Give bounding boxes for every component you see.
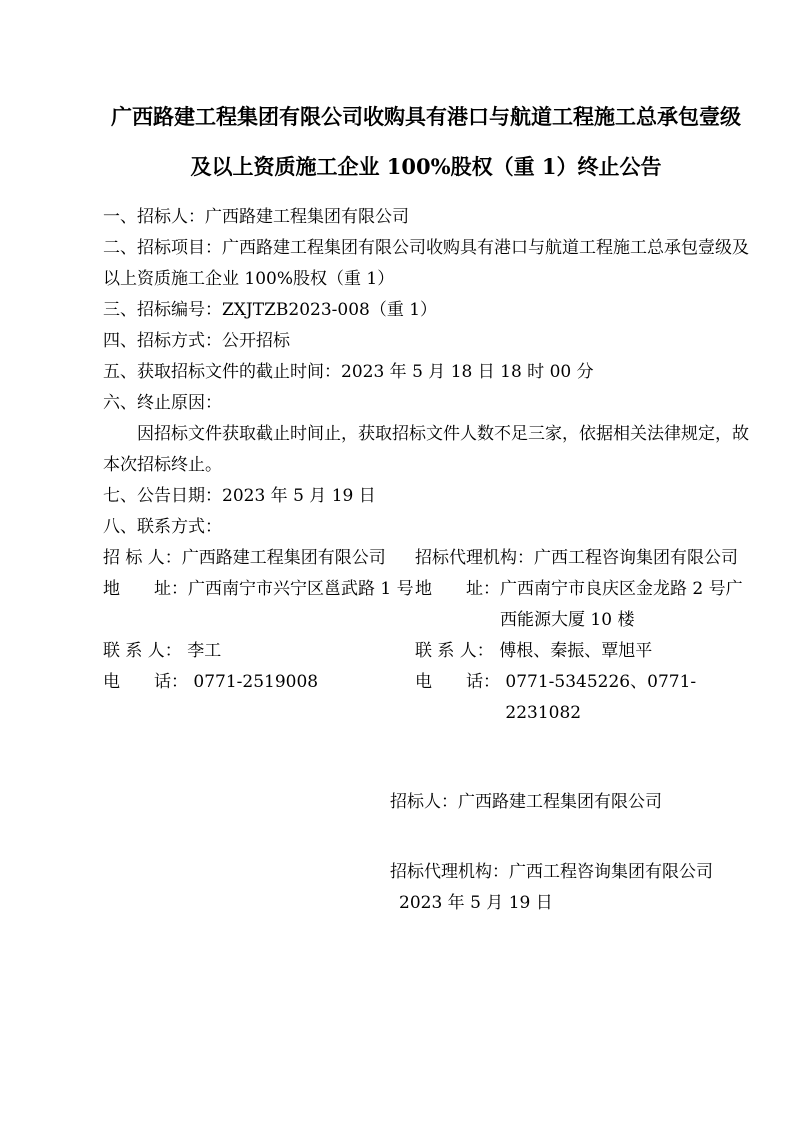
item-tender-number: 三、招标编号：ZXJTZB2023-008（重 1） — [103, 300, 438, 320]
tenderer-contact-column — [103, 543, 415, 729]
agency-person-row — [415, 636, 749, 667]
termination-reason: 因招标文件获取截止时间止，获取招标文件人数不足三家，依据相关法律规定，故本次招标终止。 — [103, 424, 749, 475]
tenderer-phone-row — [103, 667, 415, 698]
signature-tenderer: 招标人：广西路建工程集团有限公司 — [390, 792, 662, 812]
agency-phone-value: 0771-5345226、0771-2231082 — [505, 672, 697, 723]
tenderer-name-label: 招 标 人： — [103, 548, 182, 568]
tenderer-person-row — [103, 636, 415, 667]
agency-address-row — [415, 574, 749, 636]
item-tender-method: 四、招标方式：公开招标 — [103, 331, 290, 351]
item-announcement-date: 七、公告日期：2023 年 5 月 19 日 — [103, 486, 376, 506]
agency-name-row — [415, 543, 749, 574]
tenderer-phone-value: 0771-2519008 — [193, 672, 319, 692]
agency-phone-label: 电 话： — [415, 672, 506, 692]
signature-block — [103, 787, 749, 919]
agency-person-label: 联 系 人： — [415, 641, 500, 661]
tenderer-name-row — [103, 543, 415, 574]
tenderer-name-value: 广西路建工程集团有限公司 — [181, 548, 386, 568]
tenderer-phone-label: 电 话： — [103, 672, 194, 692]
agency-person-value: 傅根、秦振、覃旭平 — [499, 641, 653, 661]
agency-address-label: 地 址： — [415, 579, 500, 599]
contact-section — [103, 543, 749, 729]
item-deadline: 五、获取招标文件的截止时间：2023 年 5 月 18 日 18 时 00 分 — [103, 362, 594, 382]
tenderer-address-row — [103, 574, 415, 636]
title-line-1: 广西路建工程集团有限公司收购具有港口与航道工程施工总承包壹级 — [111, 104, 741, 129]
tenderer-person-value: 李工 — [187, 641, 222, 661]
agency-name-value: 广西工程咨询集团有限公司 — [534, 548, 738, 568]
signature-agency: 招标代理机构：广西工程咨询集团有限公司 — [390, 862, 713, 882]
title-line-2: 及以上资质施工企业 100%股权（重 1）终止公告 — [190, 154, 662, 179]
item-termination-heading: 六、终止原因： — [103, 393, 222, 413]
item-tenderer: 一、招标人：广西路建工程集团有限公司 — [103, 207, 409, 227]
tenderer-person-label: 联 系 人： — [103, 641, 188, 661]
agency-contact-column — [415, 543, 749, 729]
tenderer-address-value: 广西南宁市兴宁区邕武路 1 号 — [188, 579, 414, 599]
tenderer-address-label: 地 址： — [103, 579, 188, 599]
agency-phone-row — [415, 667, 749, 729]
signature-date: 2023 年 5 月 19 日 — [399, 893, 553, 913]
agency-address-value: 广西南宁市良庆区金龙路 2 号广西能源大厦 10 楼 — [500, 579, 743, 630]
agency-name-label: 招标代理机构： — [415, 548, 534, 568]
document-body — [103, 202, 749, 919]
document-title — [103, 92, 749, 192]
item-project: 二、招标项目：广西路建工程集团有限公司收购具有港口与航道工程施工总承包壹级及以上资质施工企业 100%股权（重 1） — [103, 238, 749, 289]
item-contact-heading: 八、联系方式： — [103, 517, 222, 537]
